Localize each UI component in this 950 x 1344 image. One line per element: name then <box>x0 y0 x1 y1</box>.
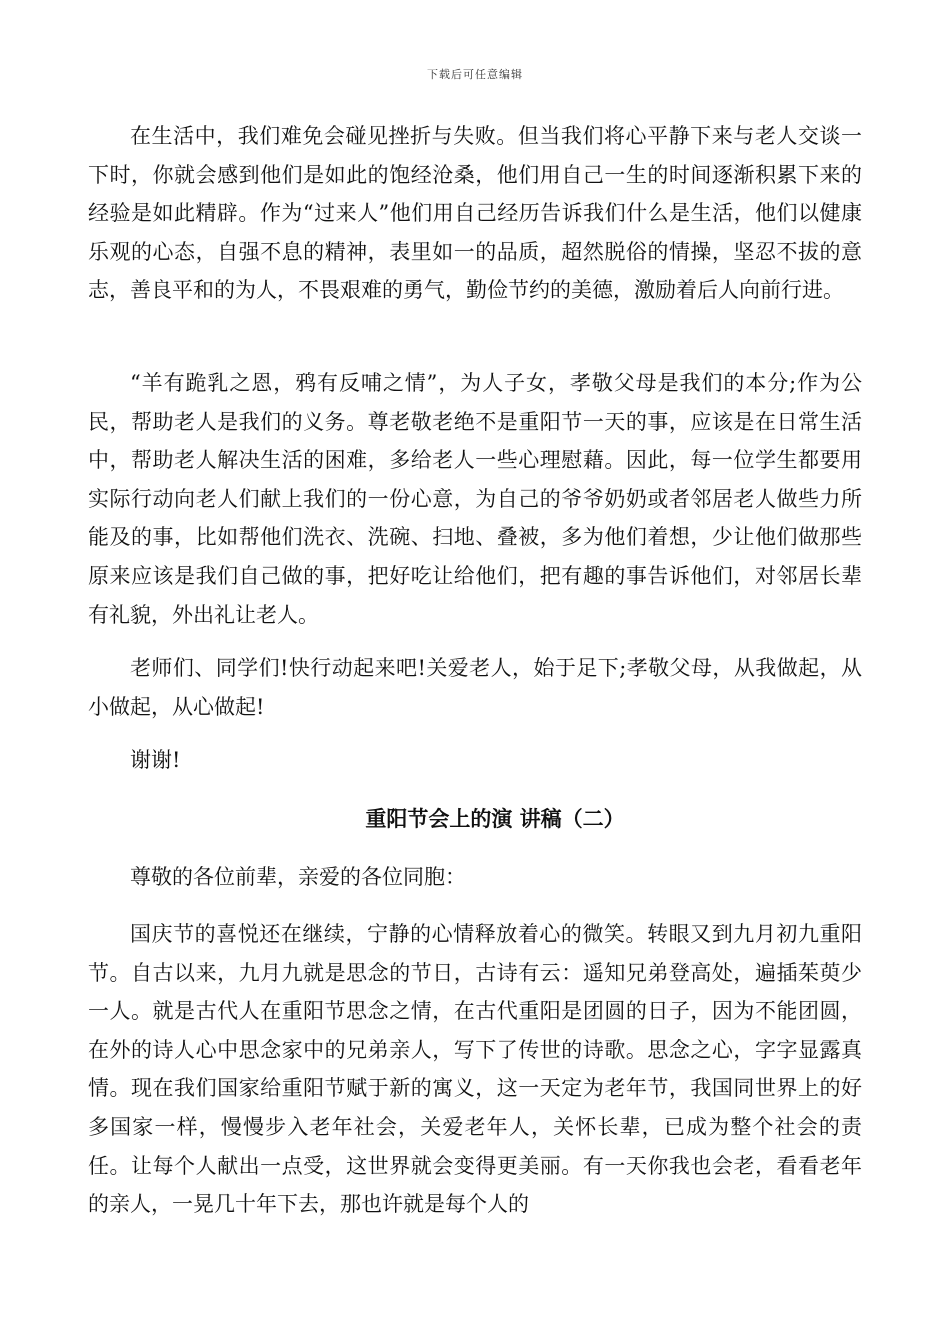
section-title: 重阳节会上的演 讲稿（二） <box>365 806 625 831</box>
paragraph-call-to-action: 老师们、同学们!快行动起来吧!关爱老人，始于足下;孝敬父母，从我做起，从小做起，从心做起! <box>88 656 862 719</box>
paragraph-salutation: 尊敬的各位前辈，亲爱的各位同胞： <box>130 865 466 889</box>
paragraph-elders-experience: 在生活中，我们难免会碰见挫折与失败。但当我们将心平静下来与老人交谈一下时，你就会感到他们是如此的饱经沧桑，他们用自己一生的时间逐渐积累下来的经验是如此精辟。作为“过来人”他们用自己经历告诉我们什么是生活，他们以健康乐观的心态，自强不息的精神，表里如一的品质，超然脱俗的情操，坚忍不拔的意志，善良平和的为人，不畏艰难的勇气，勤俭节约的美德，激励着后人向前行进。 <box>88 124 862 303</box>
paragraph-double-ninth: 国庆节的喜悦还在继续，宁静的心情释放着心的微笑。转眼又到九月初九重阳节。自古以来，九月九就是思念的节日，古诗有云：遥知兄弟登高处，遍插茱萸少一人。就是古代人在重阳节思念之情，在古代重阳是团圆的日子，因为不能团圆，在外的诗人心中思念家中的兄弟亲人，写下了传世的诗歌。思念之心，字字显露真情。现在我们国家给重阳节赋于新的寓义，这一天定为老年节，我国同世界上的好多国家一样，慢慢步入老年社会，关爱老年人，关怀长辈，已成为整个社会的责任。让每个人献出一点受，这世界就会变得更美丽。有一天你我也会老，看看老年的亲人，一晃几十年下去，那也许就是每个人的 <box>88 922 862 1217</box>
paragraph-thanks: 谢谢! <box>130 748 181 772</box>
header-note: 下载后可任意编辑 <box>427 68 523 81</box>
paragraph-filial-duty: “羊有跪乳之恩，鸦有反哺之情”，为人子女，孝敬父母是我们的本分;作为公民，帮助老人是我们的义务。尊老敬老绝不是重阳节一天的事，应该是在日常生活中，帮助老人解决生活的困难，多给老人一些心理慰藉。因此，每一位学生都要用实际行动向老人们献上我们的一份心意，为自己的爷爷奶奶或者邻居老人做些力所能及的事，比如帮他们洗衣、洗碗、扫地、叠被，多为他们着想，少让他们做那些原来应该是我们自己做的事，把好吃让给他们，把有趣的事告诉他们，对邻居长辈有礼貌，外出礼让老人。 <box>88 371 862 627</box>
